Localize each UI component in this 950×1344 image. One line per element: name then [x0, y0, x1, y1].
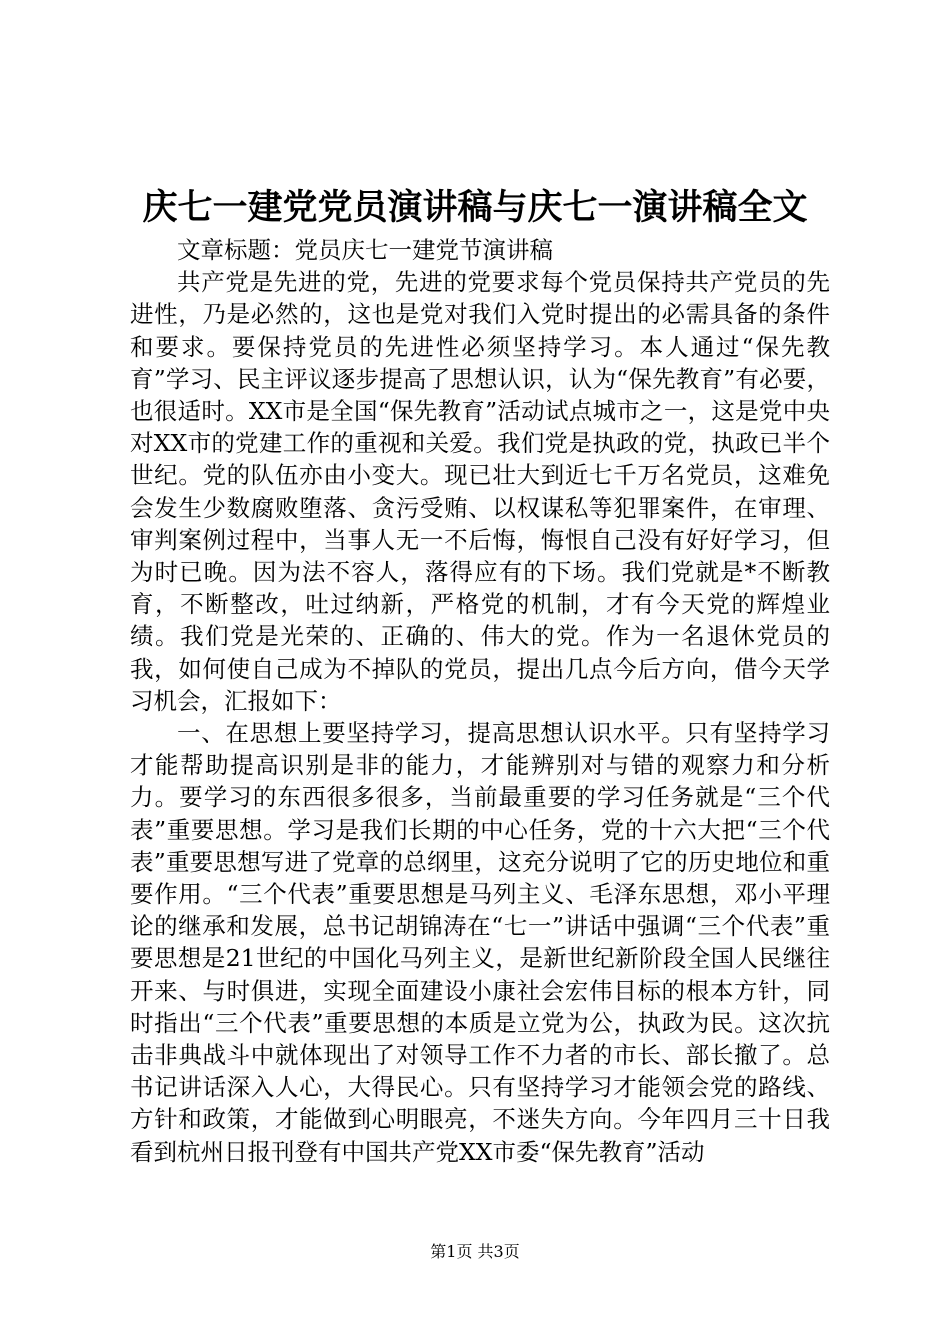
document-body — [130, 234, 830, 1168]
page-indicator: 第1页 共3页 — [430, 1242, 520, 1261]
paragraph-point-one: 一、在思想上要坚持学习，提高思想认识水平。只有坚持学习才能帮助提高识别是非的能力，才能辨别对与错的观察力和分析力。要学习的东西很多很多，当前最重要的学习任务就是“三个代表”重要思想。学习是我们长期的中心任务，党的十六大把“三个代表”重要思想写进了党章的总纲里，这充分说明了它的历史地位和重要作用。“三个代表”重要思想是马列主义、毛泽东思想，邓小平理论的继承和发展，总书记胡锦涛在“七一”讲话中强调“三个代表”重要思想是21世纪的中国化马列主义，是新世纪新阶段全国人民继往开来、与时俱进，实现全面建设小康社会宏伟目标的根本方针，同时指出“三个代表”重要思想的本质是立党为公，执政为民。这次抗击非典战斗中就体现出了对领导工作不力者的市长、部长撤了。总书记讲话深入人心，大得民心。只有坚持学习才能领会党的路线、方针和政策，才能做到心明眼亮，不迷失方向。今年四月三十日我看到杭州日报刊登有中国共产党XX市委“保先教育”活动 — [130, 719, 830, 1166]
paragraph-intro: 共产党是先进的党，先进的党要求每个党员保持共产党员的先进性，乃是必然的，这也是党对我们入党时提出的必需具备的条件和要求。要保持党员的先进性必须坚持学习。本人通过“保先教育”学习、民主评议逐步提高了思想认识，认为“保先教育”有必要，也很适时。XX市是全国“保先教育”活动试点城市之一，这是党中央对XX市的党建工作的重视和关爱。我们党是执政的党，执政已半个世纪。党的队伍亦由小变大。现已壮大到近七千万名党员，这难免会发生少数腐败堕落、贪污受贿、以权谋私等犯罪案件，在审理、审判案例过程中，当事人无一不后悔，悔恨自己没有好好学习，但为时已晚。因为法不容人，落得应有的下场。我们党就是*不断教育，不断整改，吐过纳新，严格党的机制，才有今天党的辉煌业绩。我们党是光荣的、正确的、伟大的党。作为一名退休党员的我，如何使自己成为不掉队的党员，提出几点今后方向，借今天学习机会，汇报如下： — [130, 268, 830, 715]
article-title-line: 文章标题：党员庆七一建党节演讲稿 — [177, 236, 553, 264]
document-title: 庆七一建党党员演讲稿与庆七一演讲稿全文 — [142, 187, 808, 228]
